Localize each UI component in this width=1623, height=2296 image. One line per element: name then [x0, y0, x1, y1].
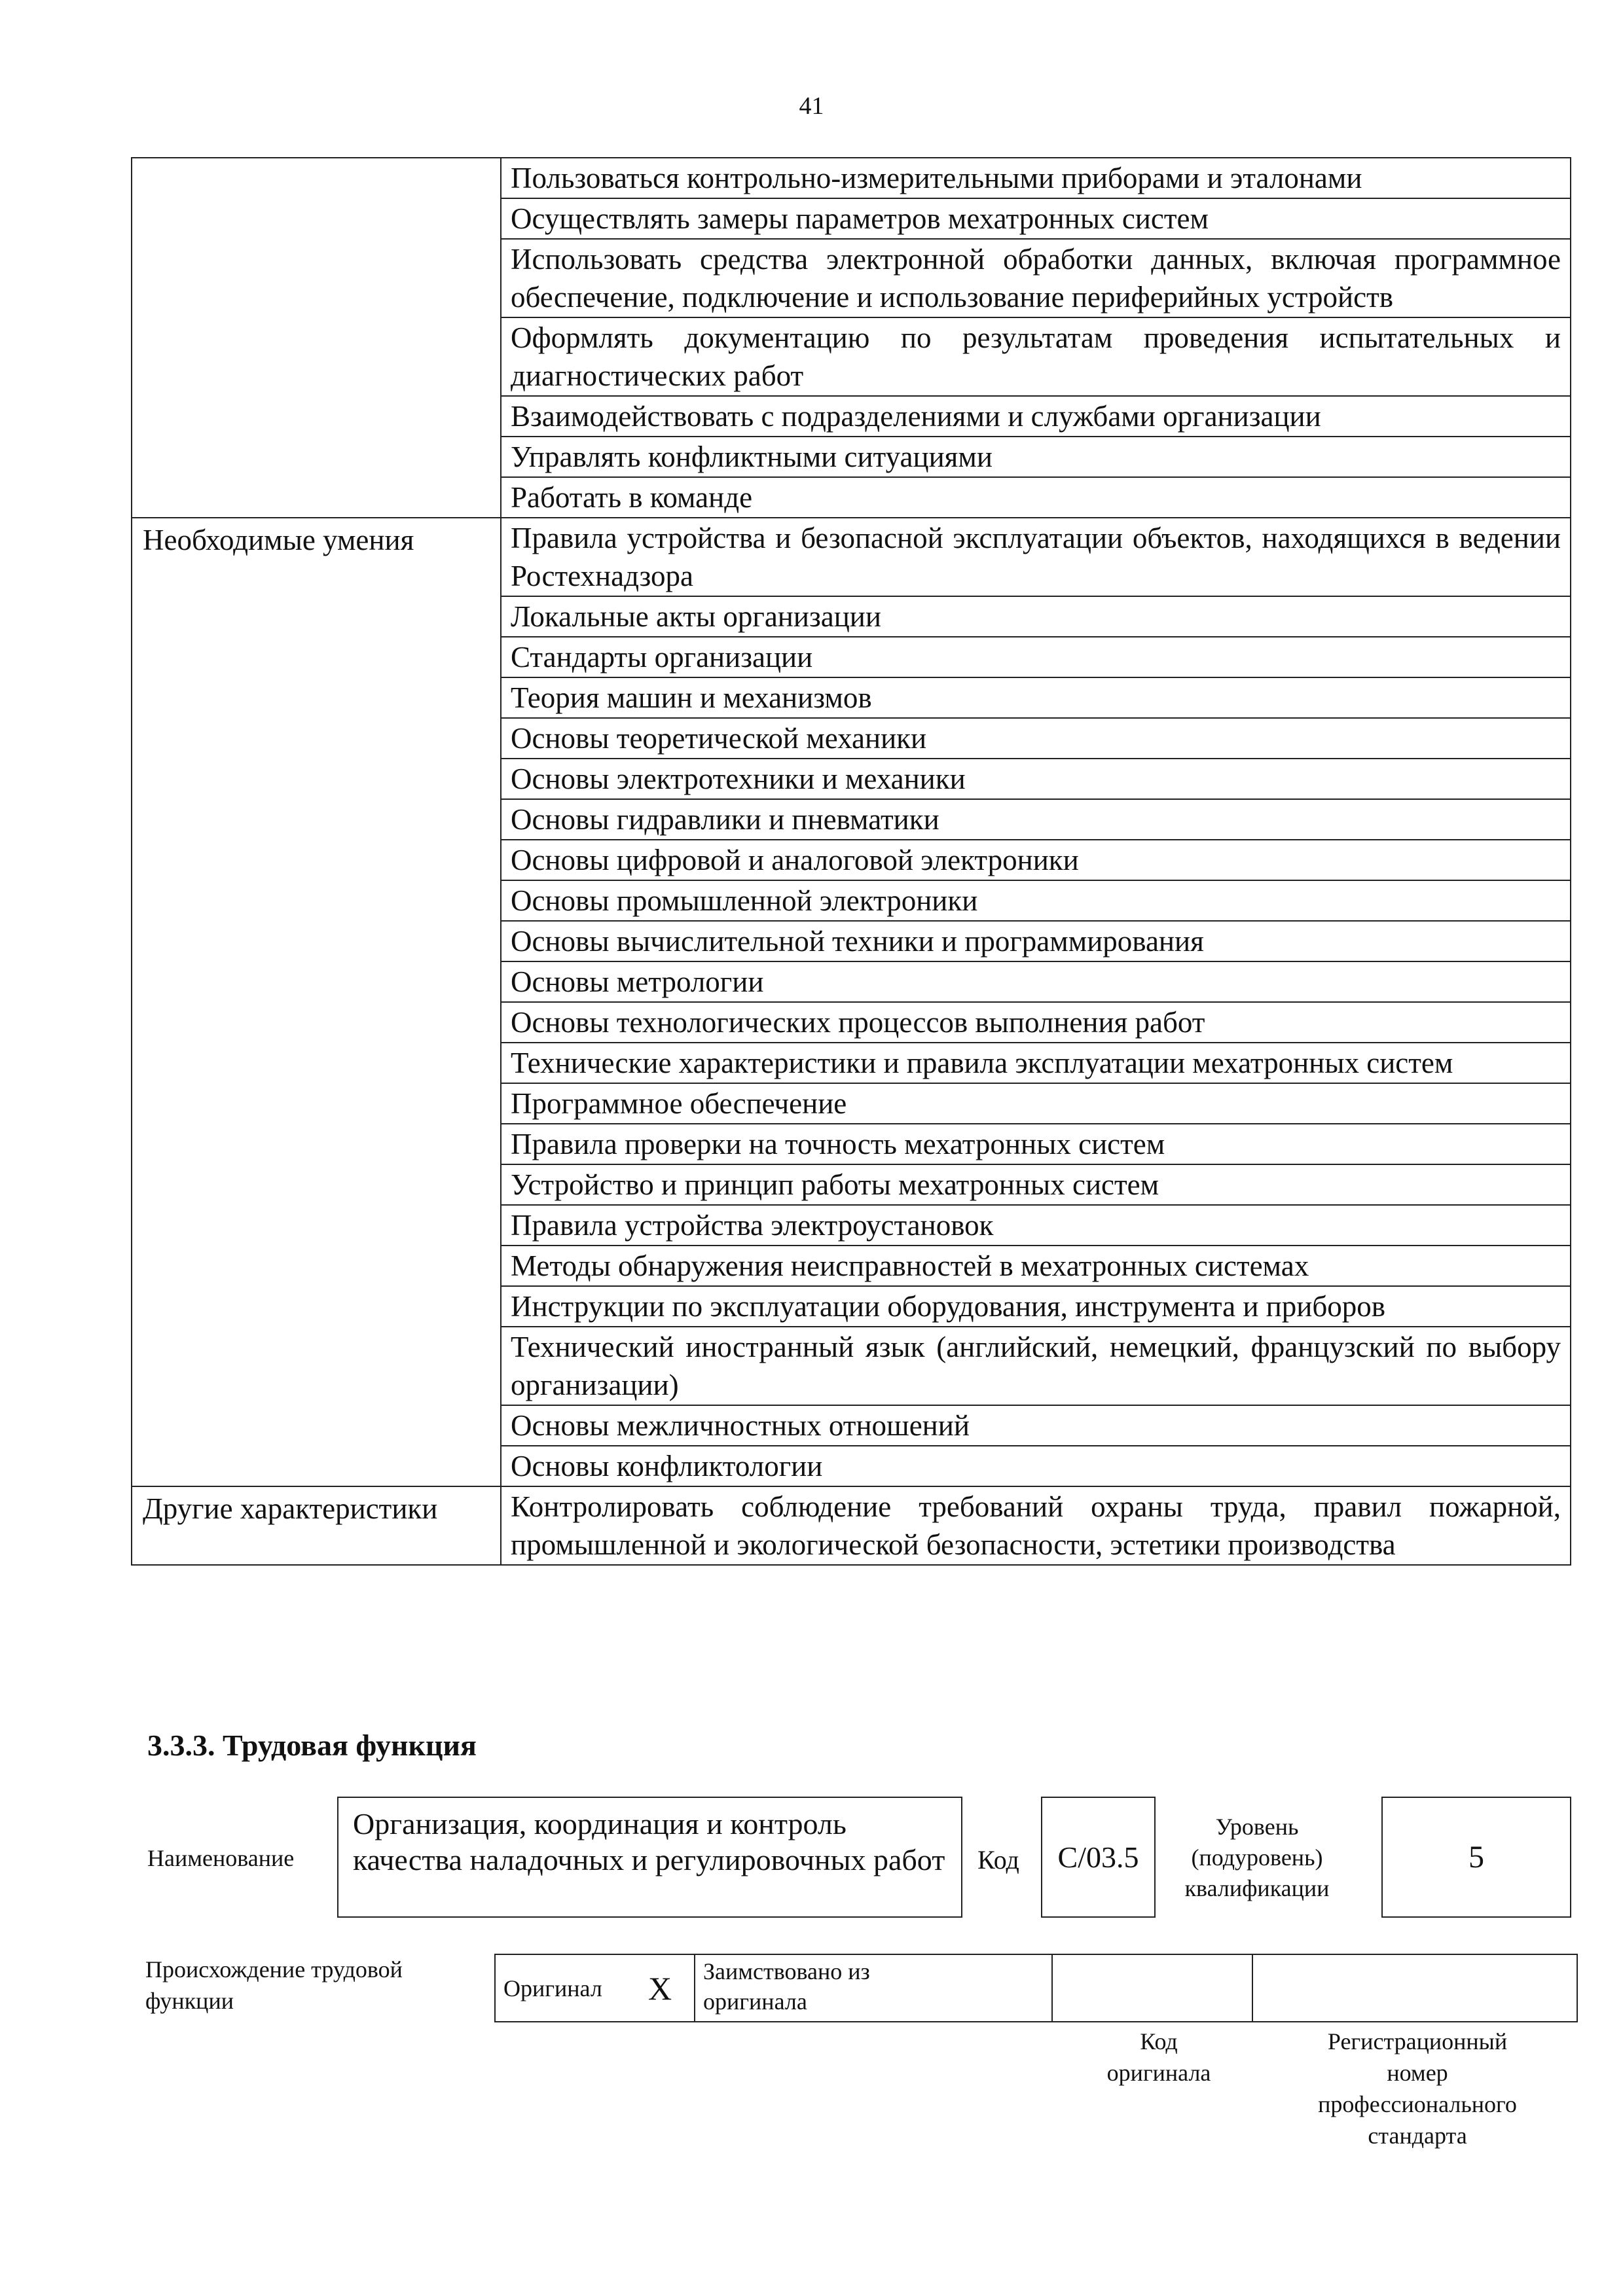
skills-label-empty	[132, 239, 501, 317]
skills-label-empty	[132, 677, 501, 718]
knowledge-item: Технический иностранный язык (английский, немецкий, французский по выбору организации)	[501, 1327, 1571, 1405]
skills-label-empty	[132, 158, 501, 198]
knowledge-item: Локальные акты организации	[501, 596, 1571, 637]
level-value-box: 5	[1381, 1797, 1571, 1918]
knowledge-item: Теория машин и механизмов	[501, 677, 1571, 718]
registration-number-cell	[1252, 1954, 1577, 2022]
knowledge-item: Основы межличностных отношений	[501, 1405, 1571, 1446]
function-name-box: Организация, координация и контроль качества наладочных и регулировочных работ	[337, 1797, 962, 1918]
origin-label-line: функции	[145, 1988, 234, 2014]
page-number: 41	[799, 92, 824, 120]
knowledge-item: Правила устройства электроустановок	[501, 1205, 1571, 1246]
knowledge-item: Технические характеристики и правила эксплуатации мехатронных систем	[501, 1043, 1571, 1083]
level-label	[1172, 1812, 1342, 1904]
skills-label-empty	[132, 961, 501, 1002]
caption-line: Код	[1140, 2028, 1178, 2054]
skills-label-empty	[132, 1043, 501, 1083]
knowledge-item: Основы электротехники и механики	[501, 759, 1571, 799]
knowledge-item: Правила проверки на точность мехатронных систем	[501, 1124, 1571, 1164]
skills-label-empty	[132, 880, 501, 921]
knowledge-item: Методы обнаружения неисправностей в мехатронных системах	[501, 1246, 1571, 1286]
skills-label-empty	[132, 1164, 501, 1205]
skills-label-empty	[132, 596, 501, 637]
skills-label-empty	[132, 637, 501, 677]
caption-line: Регистрационный	[1327, 2028, 1508, 2054]
skills-label-empty	[132, 1246, 501, 1286]
borrowed-line: Заимствовано из	[703, 1958, 870, 1984]
borrowed-label	[695, 1954, 1052, 2022]
skill-item: Управлять конфликтными ситуациями	[501, 437, 1571, 477]
skills-label-empty	[132, 198, 501, 239]
skills-label-empty	[132, 1083, 501, 1124]
knowledge-item: Основы промышленной электроники	[501, 880, 1571, 921]
skills-label-empty	[132, 1002, 501, 1043]
level-label-line: квалификации	[1184, 1875, 1330, 1901]
skills-label-empty	[132, 840, 501, 880]
skills-label-empty	[132, 1327, 501, 1405]
knowledge-item: Правила устройства и безопасной эксплуатации объектов, находящихся в ведении Ростехнадзора	[501, 518, 1571, 596]
knowledge-item: Основы цифровой и аналоговой электроники	[501, 840, 1571, 880]
section-title: 3.3.3. Трудовая функция	[147, 1729, 477, 1762]
skills-label-empty	[132, 921, 501, 961]
caption-line: профессионального	[1318, 2091, 1517, 2117]
skills-label-empty	[132, 1286, 501, 1327]
skills-label-empty	[132, 799, 501, 840]
caption-line: оригинала	[1106, 2060, 1211, 2086]
code-value-box: С/03.5	[1041, 1797, 1156, 1918]
skill-item: Использовать средства электронной обработки данных, включая программное обеспечение, подключение и использование периферийных устройств	[501, 239, 1571, 317]
skill-item: Пользоваться контрольно-измерительными приборами и эталонами	[501, 158, 1571, 198]
level-label-line: (подуровень)	[1191, 1844, 1323, 1871]
original-code-cell	[1052, 1954, 1252, 2022]
knowledge-item: Основы метрологии	[501, 961, 1571, 1002]
skill-item: Взаимодействовать с подразделениями и службами организации	[501, 396, 1571, 437]
knowledge-item: Основы теоретической механики	[501, 718, 1571, 759]
skills-label-empty	[132, 477, 501, 518]
knowledge-item: Инструкции по эксплуатации оборудования, инструмента и приборов	[501, 1286, 1571, 1327]
code-label: Код	[977, 1845, 1019, 1874]
knowledge-item: Основы конфликтологии	[501, 1446, 1571, 1486]
caption-line: номер	[1387, 2060, 1448, 2086]
level-label-line: Уровень	[1215, 1814, 1299, 1840]
skills-label-empty	[132, 759, 501, 799]
needed-skills-label: Необходимые умения	[132, 518, 501, 596]
skill-item: Работать в команде	[501, 477, 1571, 518]
other-characteristics-label: Другие характеристики	[132, 1486, 501, 1565]
knowledge-item: Устройство и принцип работы мехатронных систем	[501, 1164, 1571, 1205]
skills-label-empty	[132, 1446, 501, 1486]
borrowed-line: оригинала	[703, 1988, 807, 2015]
original-code-caption	[1061, 2026, 1257, 2089]
skill-item: Оформлять документацию по результатам проведения испытательных и диагностических работ	[501, 317, 1571, 396]
skills-label-empty	[132, 1124, 501, 1164]
name-label: Наименование	[147, 1845, 295, 1871]
skill-item: Осуществлять замеры параметров мехатронных систем	[501, 198, 1571, 239]
caption-line: стандарта	[1368, 2123, 1467, 2149]
skills-table	[131, 157, 1571, 1566]
skills-label-empty	[132, 317, 501, 396]
registration-number-caption	[1260, 2026, 1575, 2151]
skills-label-empty	[132, 396, 501, 437]
skills-label-empty	[132, 1405, 501, 1446]
knowledge-item: Основы гидравлики и пневматики	[501, 799, 1571, 840]
knowledge-item: Стандарты организации	[501, 637, 1571, 677]
origin-label-line: Происхождение трудовой	[145, 1956, 403, 1982]
skills-label-empty	[132, 1205, 501, 1246]
origin-table	[494, 1954, 1578, 2022]
skills-label-empty	[132, 437, 501, 477]
knowledge-item: Программное обеспечение	[501, 1083, 1571, 1124]
skills-label-empty	[132, 718, 501, 759]
original-mark: X	[626, 1954, 695, 2022]
other-characteristics-text: Контролировать соблюдение требований охраны труда, правил пожарной, промышленной и экологической безопасности, эстетики производства	[501, 1486, 1571, 1565]
origin-label	[145, 1954, 403, 2017]
knowledge-item: Основы вычислительной техники и программирования	[501, 921, 1571, 961]
original-label: Оригинал	[495, 1954, 626, 2022]
knowledge-item: Основы технологических процессов выполнения работ	[501, 1002, 1571, 1043]
